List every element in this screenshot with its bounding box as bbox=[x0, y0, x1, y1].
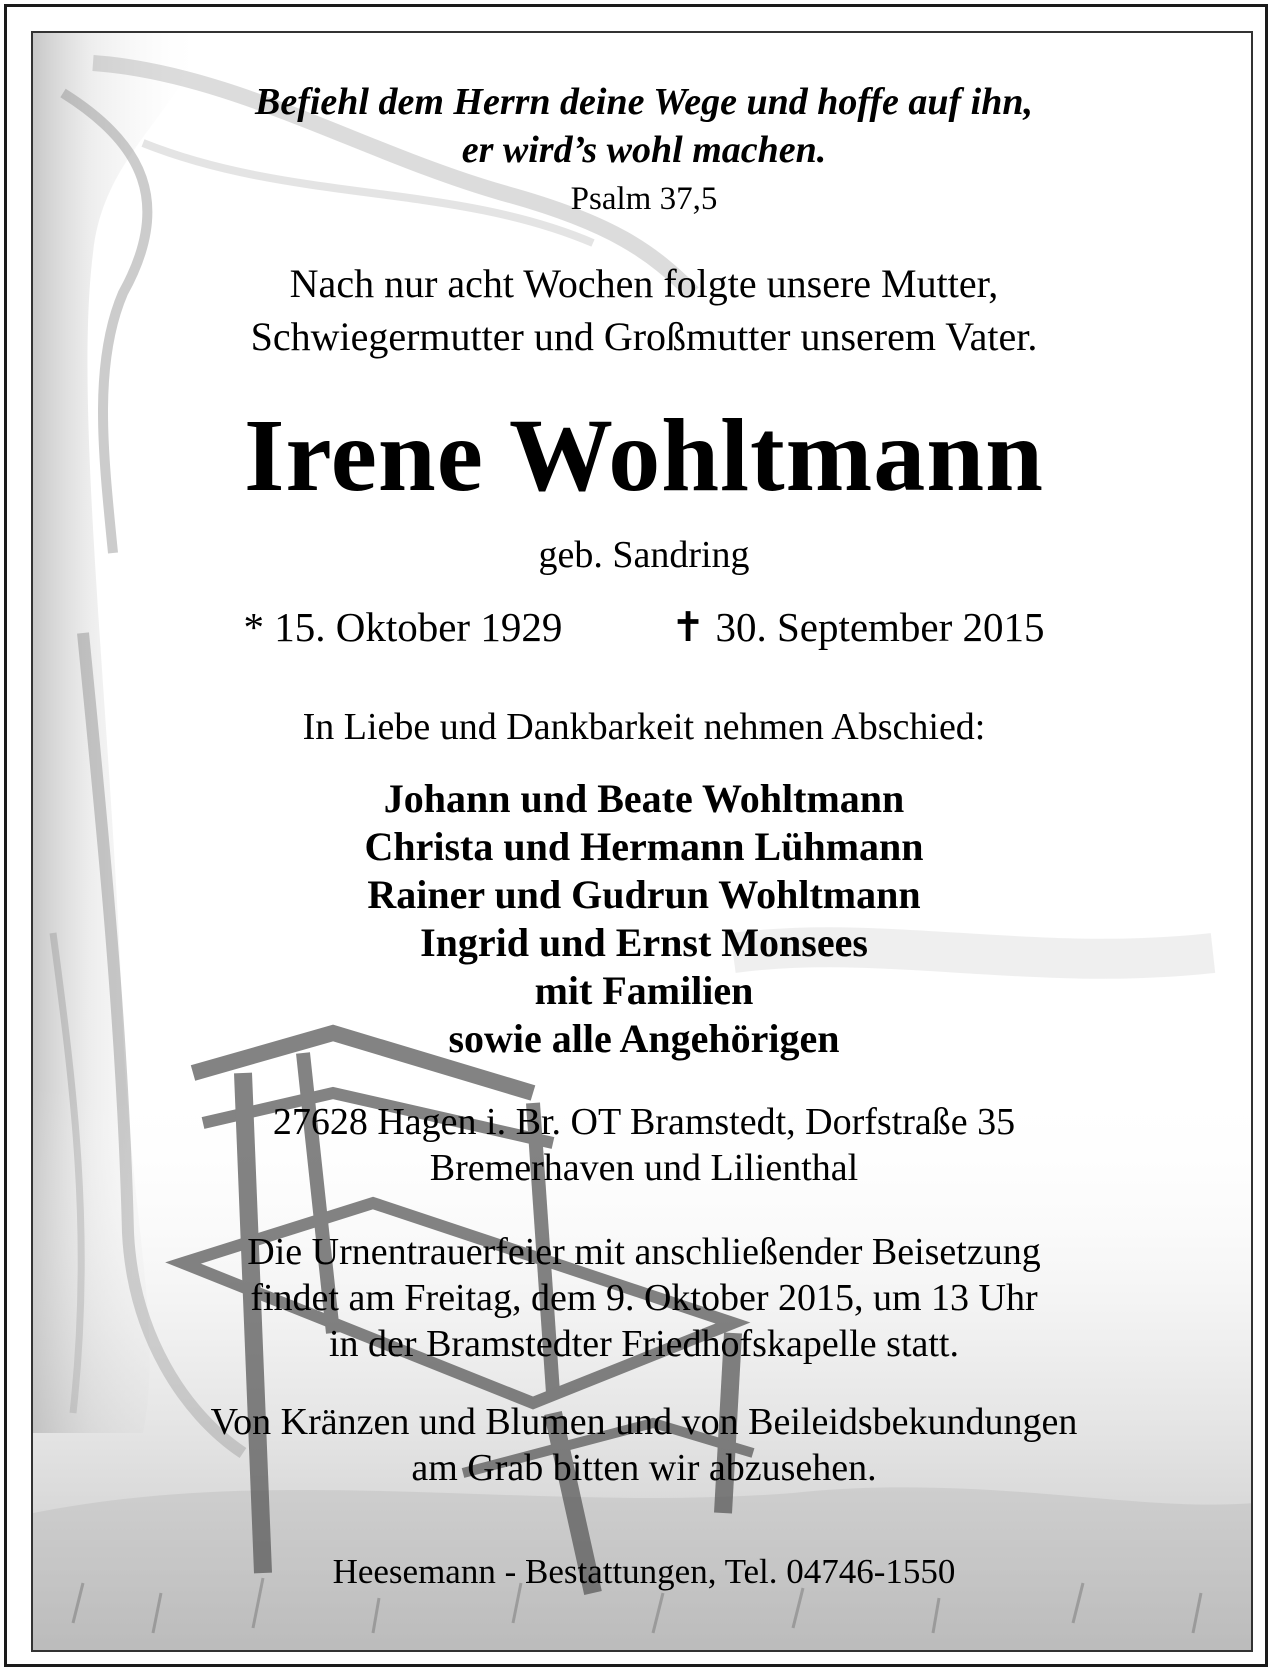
maiden-name: geb. Sandring bbox=[538, 534, 750, 576]
request-line-2: am Grab bitten wir abzusehen. bbox=[411, 1447, 877, 1489]
motto-line-2: er wird’s wohl machen. bbox=[461, 129, 827, 171]
notice-inner-frame bbox=[31, 31, 1253, 1652]
farewell-line: In Liebe und Dankbarkeit nehmen Abschied: bbox=[302, 706, 986, 748]
birth-date: 15. Oktober 1929 bbox=[274, 604, 563, 650]
intro-line-1: Nach nur acht Wochen folgte unsere Mutter, bbox=[289, 261, 999, 306]
family-member: Rainer und Gudrun Wohltmann bbox=[367, 872, 921, 917]
motto-source: Psalm 37,5 bbox=[570, 181, 718, 217]
family-member: Ingrid und Ernst Monsees bbox=[420, 920, 868, 965]
birth-symbol: * bbox=[243, 604, 264, 650]
notice-text bbox=[33, 33, 1253, 1652]
family-member: Christa und Hermann Lühmann bbox=[364, 824, 924, 869]
notice-outer-frame bbox=[4, 4, 1268, 1667]
motto-line-1: Befiehl dem Herrn deine Wege und hoffe auf ihn, bbox=[255, 81, 1033, 123]
life-dates bbox=[33, 603, 1253, 651]
family-member: Johann und Beate Wohltmann bbox=[383, 776, 905, 821]
funeral-line-3: in der Bramstedter Friedhofskapelle statt. bbox=[329, 1323, 959, 1365]
death-date: 30. September 2015 bbox=[715, 604, 1045, 650]
funeral-line-2: findet am Freitag, dem 9. Oktober 2015, um 13 Uhr bbox=[250, 1277, 1038, 1319]
family-member: sowie alle Angehörigen bbox=[448, 1016, 840, 1061]
request-line-1: Von Kränzen und Blumen und von Beileidsbekundungen bbox=[210, 1401, 1078, 1443]
funeral-line-1: Die Urnentrauerfeier mit anschließender Beisetzung bbox=[247, 1231, 1041, 1273]
address-line-1: 27628 Hagen i. Br. OT Bramstedt, Dorfstraße 35 bbox=[272, 1101, 1016, 1143]
family-member: mit Familien bbox=[534, 968, 754, 1013]
address-line-2: Bremerhaven und Lilienthal bbox=[429, 1147, 859, 1189]
intro-line-2: Schwiegermutter und Großmutter unserem Vater. bbox=[250, 314, 1038, 359]
deceased-name: Irene Wohltmann bbox=[244, 398, 1044, 513]
cross-icon: ✝ bbox=[670, 604, 706, 650]
undertaker-contact: Heesemann - Bestattungen, Tel. 04746-1550 bbox=[332, 1552, 956, 1591]
